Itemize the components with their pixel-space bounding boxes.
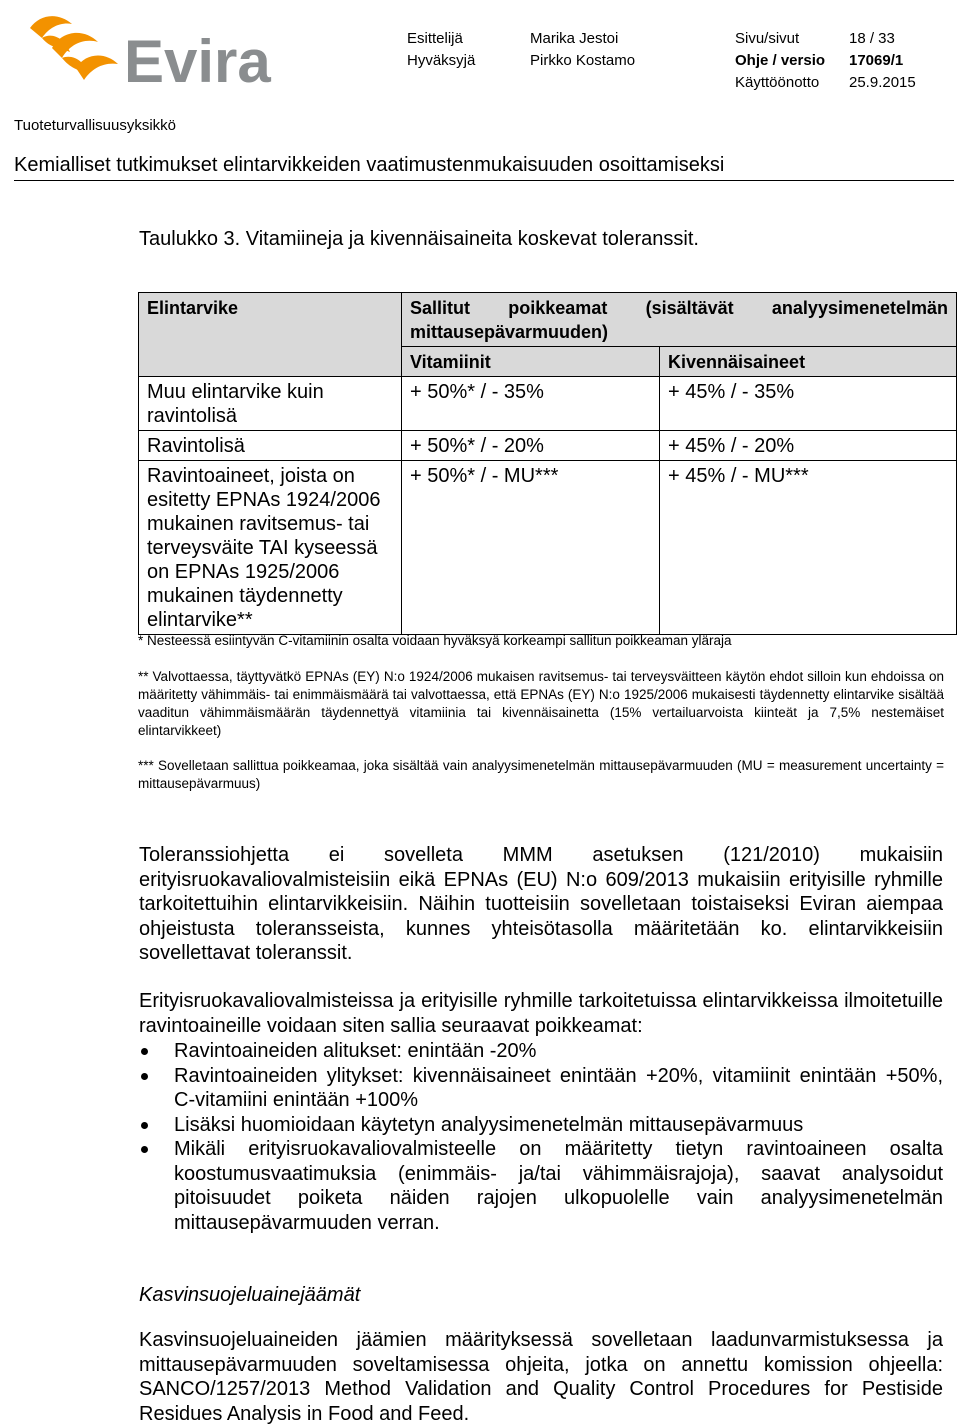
cell-food: Muu elintarvike kuin ravintolisä	[139, 377, 402, 431]
list-item	[139, 1137, 943, 1235]
table-caption: Taulukko 3. Vitamiineja ja kivennäisaineita koskevat toleranssit.	[139, 228, 699, 250]
deviation-list	[139, 1039, 943, 1235]
version-value: 17069/1	[849, 52, 904, 69]
cell-vitamins: + 50%* / - 20%	[402, 431, 660, 461]
hyvaksyja-label: Hyväksyjä	[407, 52, 476, 69]
cell-minerals: + 45% / - 20%	[660, 431, 957, 461]
section-subheading: Kasvinsuojeluainejäämät	[139, 1284, 361, 1306]
footnote-3: *** Sovelletaan sallittua poikkeamaa, joka sisältää vain analyysimenetelmän mittausepävarmuuden (MU = measurement uncertainty = mittausepävarmuus)	[138, 758, 944, 791]
esittelija-label: Esittelijä	[407, 30, 463, 47]
footnote-2: ** Valvottaessa, täyttyvätkö EPNAs (EY) N:o 1924/2006 mukaisen ravitsemus- tai terveysväitteen käytön ehdot silloin kun ehdoissa on määritetty vähimmäis- tai enimmäismäärä tai valvottaessa, että EPNAs (EY) N:o 1925/2006 mukaisesti täydennetty elintarvike sisältää vaaditun vähimmäismäärän täydennettyä vitamiinia tai kivennäisainetta (15% vertailuarvoista kiinteät ja 7,5% nestemäiset elintarvikkeet)	[138, 669, 944, 738]
table-row	[139, 461, 957, 635]
list-item	[139, 1064, 943, 1113]
list-item-text: Ravintoaineiden alitukset: enintään -20%	[174, 1040, 537, 1062]
header-minerals: Kivennäisaineet	[660, 347, 957, 377]
cell-food: Ravintolisä	[139, 431, 402, 461]
header-divider	[14, 180, 954, 181]
list-item	[139, 1113, 943, 1138]
evira-logo	[22, 8, 272, 92]
cell-vitamins: + 50%* / - 35%	[402, 377, 660, 431]
esittelija-name: Marika Jestoi	[530, 30, 619, 47]
logo-wordmark: Evira	[124, 28, 271, 92]
paragraph-pesticides: Kasvinsuojeluaineiden jäämien määrityksessä sovelletaan laadunvarmistuksessa ja mittausepävarmuuden soveltamisessa ohjeita, jotka on annettu komission ohjeella: SANCO/1257/2013 Method Validation and Quality Control Procedures for Pestiside Residues Analysis in Food and Feed.	[139, 1329, 943, 1425]
bullet-icon	[141, 1073, 148, 1080]
deploy-label: Käyttöönotto	[735, 74, 820, 91]
bullet-icon	[141, 1122, 148, 1129]
footnote-1: * Nesteessä esiintyvän C-vitamiinin osalta voidaan hyväksyä korkeampi sallitun poikkeaman yläraja	[138, 633, 732, 648]
version-label: Ohje / versio	[735, 52, 826, 69]
table-row	[139, 377, 957, 431]
page-label: Sivu/sivut	[735, 30, 800, 47]
unit-name: Tuoteturvallisuusyksikkö	[14, 117, 177, 134]
list-item-text: Mikäli erityisruokavaliovalmisteelle on määritetty tietyn ravintoaineen osalta koostumusvaatimuksia (enimmäis- ja/tai vähimmäisrajoja), saavat analysoidut pitoisuudet poiketa näiden rajojen ulkopuolelle vain analyysimenetelmän mittausepävarmuuden verran.	[174, 1138, 943, 1234]
header-food: Elintarvike	[139, 293, 402, 377]
list-item	[139, 1039, 943, 1064]
paragraph-exclusions: Toleranssiohjetta ei sovelleta MMM asetuksen (121/2010) mukaisiin erityisruokavaliovalmisteisiin eikä EPNAs (EU) N:o 609/2013 mukaisiin erityisille ryhmille tarkoitettuihin elintarvikkeisiin. Näihin tuotteisiin sovelletaan toistaiseksi Eviran aiempaa ohjeistusta toleransseista, kunnes yhteisötasolla määritetään ko. elintarvikkeisiin sovellettavat toleranssit.	[139, 844, 943, 964]
cell-vitamins: + 50%* / - MU***	[402, 461, 660, 635]
table-row	[139, 431, 957, 461]
cell-food: Ravintoaineet, joista on esitetty EPNAs 1924/2006 mukainen ravitsemus- tai terveysväite TAI kyseessä on EPNAs 1925/2006 mukainen täydennetty elintarvike**	[139, 461, 402, 635]
document-title: Kemialliset tutkimukset elintarvikkeiden vaatimustenmukaisuuden osoittamiseksi	[14, 154, 725, 176]
bullet-icon	[141, 1048, 148, 1055]
deploy-value: 25.9.2015	[849, 74, 916, 91]
paragraph-special-diet: Erityisruokavaliovalmisteissa ja erityisille ryhmille tarkoitetuissa elintarvikkeissa ilmoitetuille ravintoaineille voidaan siten sallia seuraavat poikkeamat:	[139, 990, 943, 1037]
bullet-icon	[141, 1146, 148, 1153]
list-item-text: Ravintoaineiden ylitykset: kivennäisaineet enintään +20%, vitamiinit enintään +50%, C-vitamiini enintään +100%	[174, 1064, 943, 1111]
table-header-row	[139, 293, 957, 347]
header-vitamins: Vitamiinit	[402, 347, 660, 377]
hyvaksyja-name: Pirkko Kostamo	[530, 52, 636, 69]
header-allowed-deviations: Sallitut poikkeamat (sisältävät analyysimenetelmän mittausepävarmuuden)	[402, 293, 957, 347]
cell-minerals: + 45% / - 35%	[660, 377, 957, 431]
list-item-text: Lisäksi huomioidaan käytetyn analyysimenetelmän mittausepävarmuus	[174, 1113, 804, 1136]
logo-mark-icon	[30, 16, 118, 80]
tolerance-table	[138, 292, 957, 635]
cell-minerals: + 45% / - MU***	[660, 461, 957, 635]
page-value: 18 / 33	[849, 30, 895, 47]
